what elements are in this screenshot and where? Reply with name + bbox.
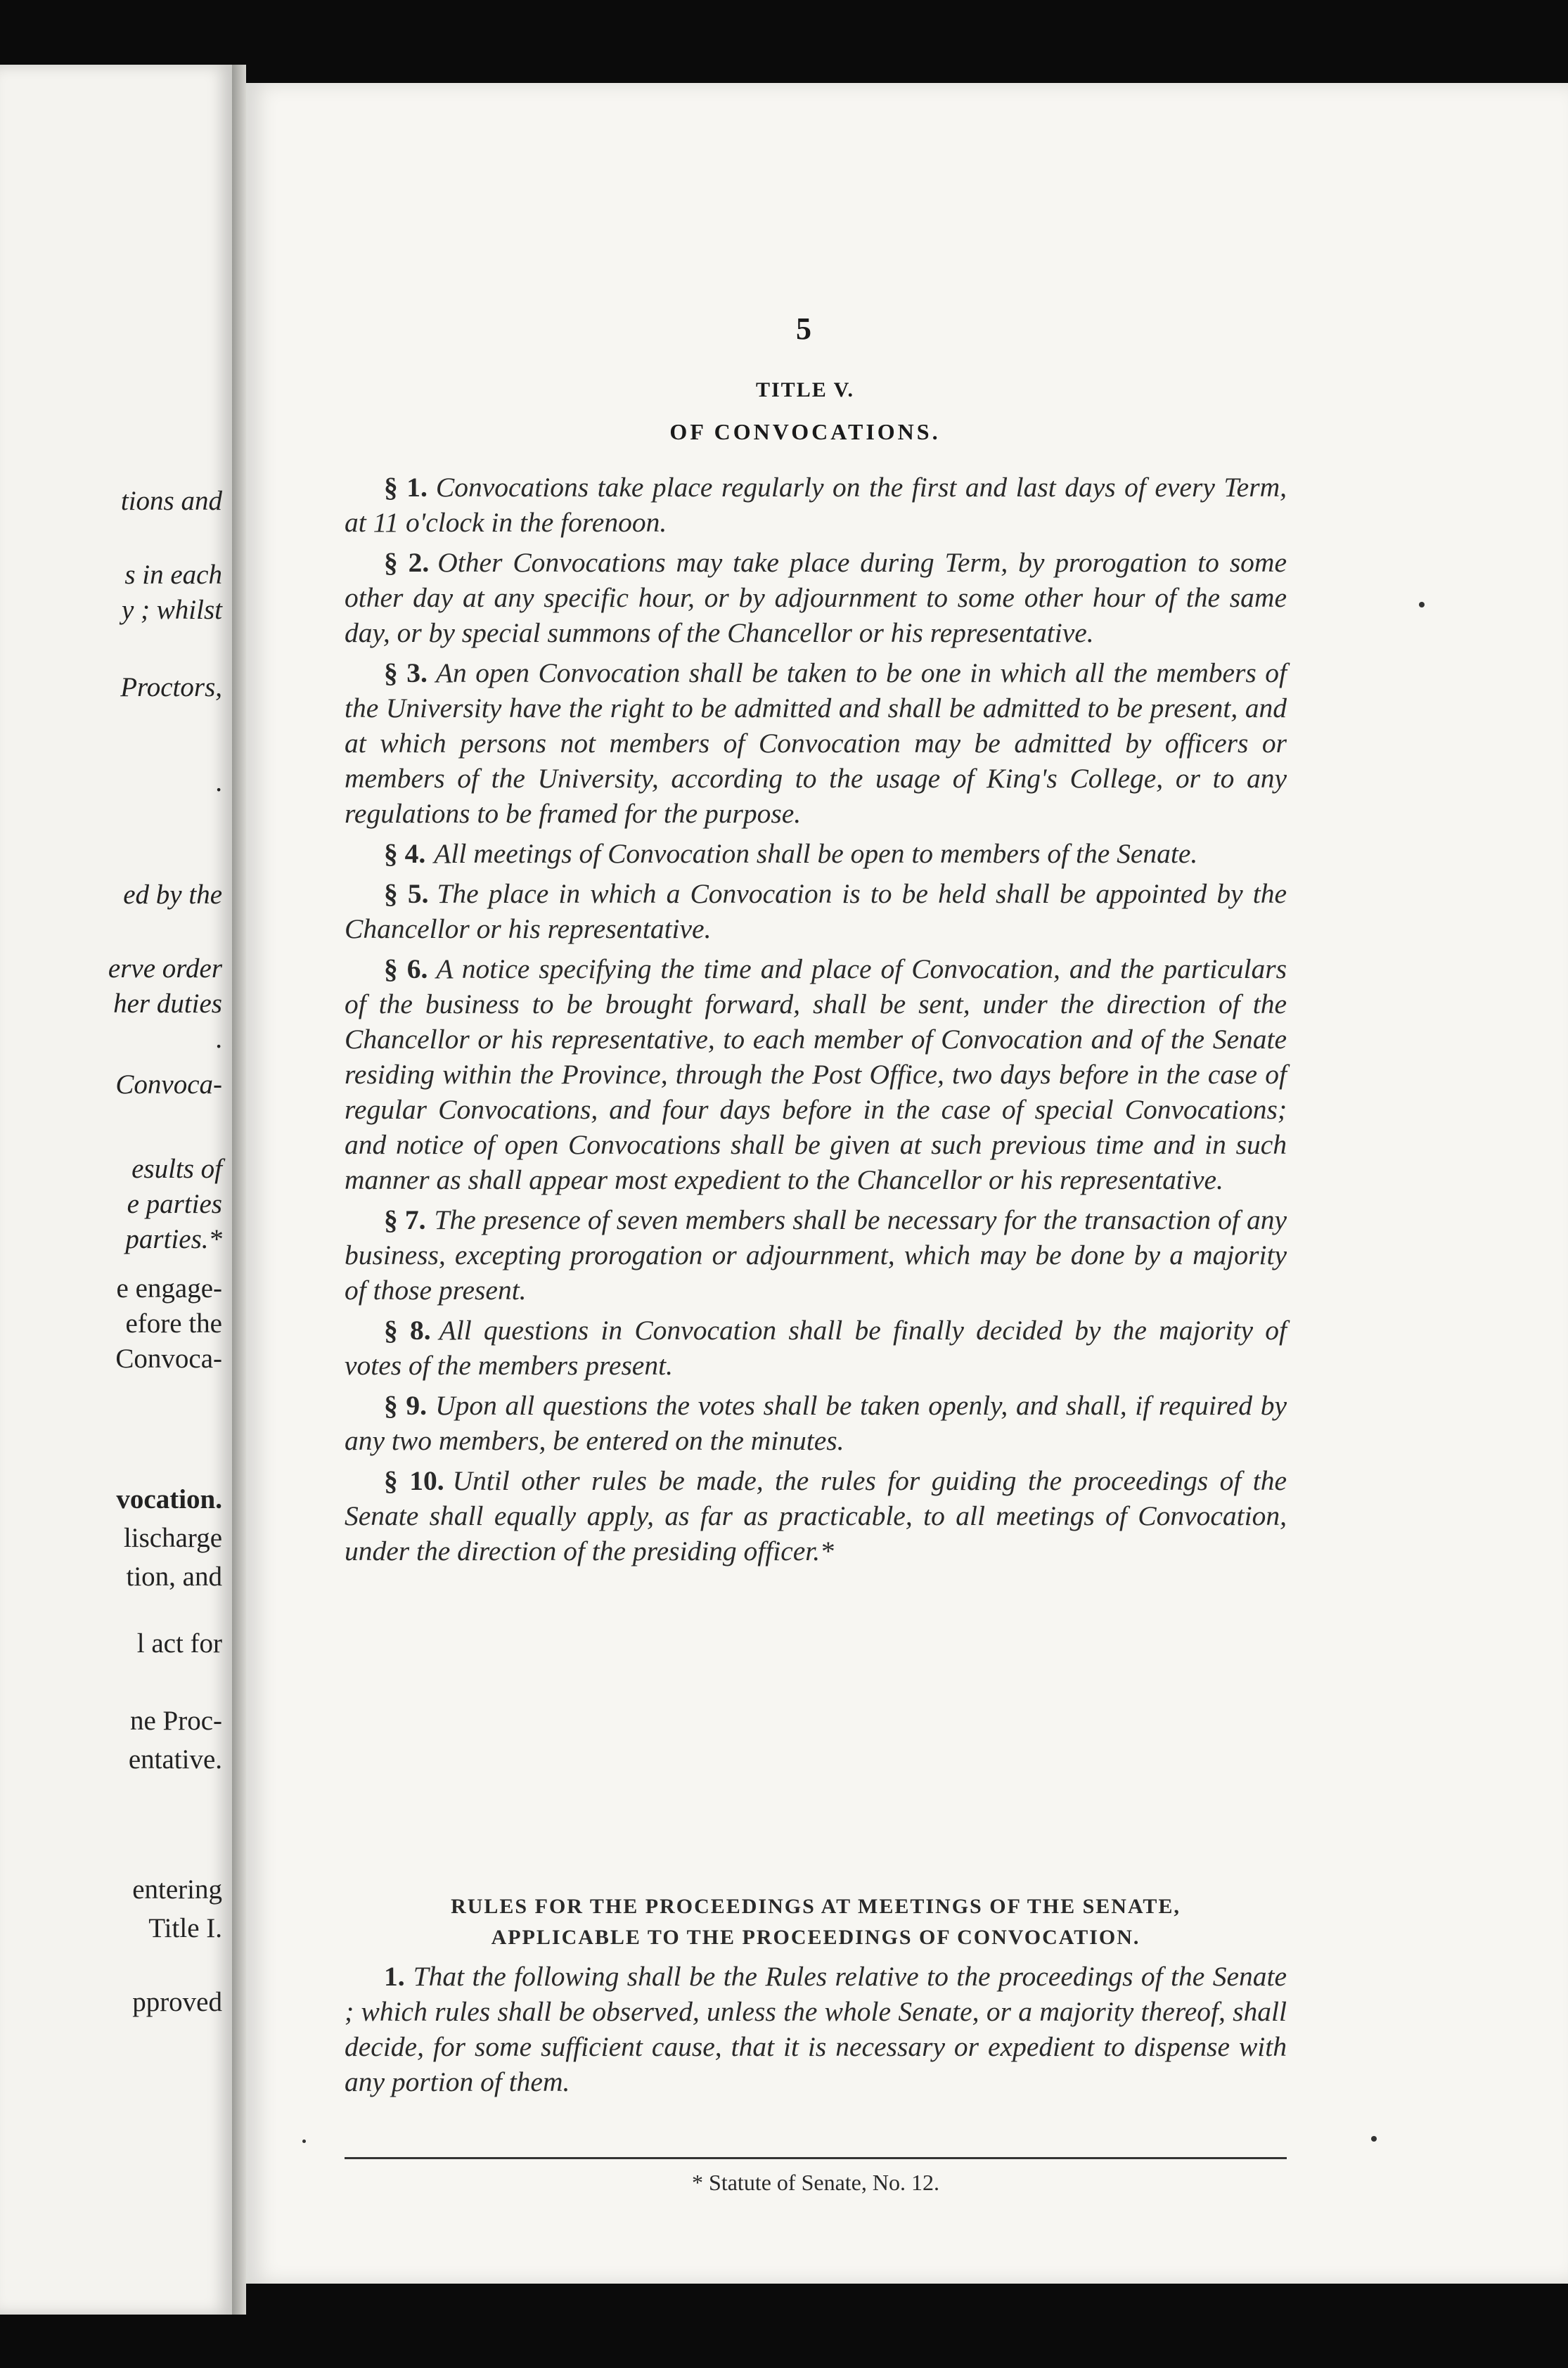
left-page-fragment: entative. <box>128 1744 222 1775</box>
rule-1 <box>345 1959 1287 2099</box>
left-page-fragment: erve order <box>108 953 222 984</box>
section-1 <box>345 470 1287 540</box>
paper-speck <box>1419 602 1425 607</box>
footnote: * Statute of Senate, No. 12. <box>692 2170 939 2195</box>
rule-text: That the following shall be the Rules relative to the proceedings of the Senate ; which rules shall be observed, unless the whole Senate, or a majority thereof, shall decide, for some sufficient cause, that it is necessary or expedient to dispense with any portion of them. <box>345 1961 1287 2097</box>
section-number: § 6. <box>384 953 428 984</box>
section-number: § 7. <box>384 1204 426 1235</box>
section-9 <box>345 1388 1287 1458</box>
paper-speck <box>302 2139 306 2143</box>
section-number: § 1. <box>384 472 428 503</box>
section-4 <box>345 836 1287 871</box>
left-page-fragment: s in each <box>124 560 222 590</box>
section-text: The presence of seven members shall be necessary for the transaction of any business, excepting prorogation or adjournment, which may be done by a majority of those present. <box>345 1204 1287 1306</box>
left-page-fragment: Proctors, <box>120 672 222 702</box>
section-text: A notice specifying the time and place of Convocation, and the particulars of the business to be brought forward, shall be sent, under the direction of the Chancellor or his representative, to each member of Convocation and of the Senate residing within the Province, through the Post Office, two days before in the case of regular Convocations, and four days before in the case of special Convocations; and notice of open Convocations shall be given at such previous time and in such manner as shall appear most expedient to the Chancellor or his representative. <box>345 953 1287 1195</box>
section-number: § 8. <box>384 1315 431 1346</box>
section-7 <box>345 1202 1287 1308</box>
left-page-fragment: tions and <box>120 486 222 516</box>
title-heading: OF CONVOCATIONS. <box>669 419 941 444</box>
rules-heading-line-2: APPLICABLE TO THE PROCEEDINGS OF CONVOCATION. <box>491 1926 1140 1949</box>
paper-speck <box>1371 2136 1377 2142</box>
section-3 <box>345 655 1287 831</box>
title-number: TITLE V. <box>756 378 854 401</box>
left-page-fragment: tion, and <box>126 1562 222 1592</box>
left-page-fragment: entering <box>132 1874 222 1905</box>
left-page-fragment: ne Proc- <box>129 1706 222 1736</box>
section-number: § 9. <box>384 1390 428 1421</box>
left-page-fragment: lischarge <box>123 1523 222 1553</box>
left-page-fragment: efore the <box>125 1308 222 1339</box>
rules-heading-line-1: RULES FOR THE PROCEEDINGS AT MEETINGS OF THE SENATE, <box>451 1895 1181 1918</box>
left-page-fragment: Convoca- <box>115 1069 222 1100</box>
left-page-fragment: parties.* <box>125 1224 222 1254</box>
section-number: § 2. <box>384 547 430 578</box>
left-page-fragment: e parties <box>127 1189 222 1219</box>
left-page-fragment: Convoca- <box>115 1344 222 1374</box>
left-page <box>0 65 232 2315</box>
section-10 <box>345 1463 1287 1569</box>
section-6 <box>345 951 1287 1197</box>
section-text: Other Convocations may take place during Term, by prorogation to some other day at any specific hour, or by adjournment to some other hour of the same day, or by special summons of the Chancellor or his representative. <box>345 547 1287 648</box>
left-page-fragment: ed by the <box>123 880 222 910</box>
left-page-fragment: esults of <box>131 1154 222 1184</box>
left-page-fragment: e engage- <box>116 1273 222 1304</box>
section-5 <box>345 876 1287 946</box>
section-number: § 3. <box>384 657 428 688</box>
page-number: 5 <box>796 311 811 346</box>
section-text: The place in which a Convocation is to be held shall be appointed by the Chancellor or his representative. <box>345 878 1287 944</box>
rule-number: 1. <box>384 1961 405 1992</box>
book-gutter <box>232 65 246 2315</box>
section-number: § 4. <box>384 838 426 869</box>
section-text: Convocations take place regularly on the first and last days of every Term, at 11 o'clock in the forenoon. <box>345 472 1287 538</box>
left-page-fragment: . <box>215 767 222 797</box>
rules-heading <box>345 1891 1287 1953</box>
left-page-fragment: y ; whilst <box>122 595 222 625</box>
section-text: Upon all questions the votes shall be taken openly, and shall, if required by any two members, be entered on the minutes. <box>345 1390 1287 1456</box>
left-page-fragment: . <box>215 1024 222 1054</box>
left-page-fragment: vocation. <box>116 1484 222 1514</box>
section-text: An open Convocation shall be taken to be one in which all the members of the University have the right to be admitted and shall be admitted to be present, and at which persons not members of Convocation may be admitted by officers or members of the University, according to the usage of King's College, or to any regulations to be framed for the purpose. <box>345 657 1287 829</box>
left-page-fragment: Title I. <box>148 1913 222 1943</box>
sections-body <box>345 470 1287 1574</box>
left-page-fragment: her duties <box>113 989 222 1019</box>
section-number: § 5. <box>384 878 429 909</box>
section-8 <box>345 1313 1287 1383</box>
section-number: § 10. <box>384 1465 444 1496</box>
left-page-fragment: l act for <box>136 1628 222 1659</box>
section-text: All questions in Convocation shall be finally decided by the majority of votes of the members present. <box>345 1315 1287 1381</box>
section-text: All meetings of Convocation shall be open to members of the Senate. <box>434 838 1198 869</box>
section-text: Until other rules be made, the rules for guiding the proceedings of the Senate shall equally apply, as far as practicable, to all meetings of Convocation, under the direction of the presiding officer.* <box>345 1465 1287 1566</box>
section-2 <box>345 545 1287 650</box>
left-page-fragment: pproved <box>132 1987 222 2017</box>
footnote-divider <box>345 2157 1287 2159</box>
right-page <box>246 83 1568 2284</box>
